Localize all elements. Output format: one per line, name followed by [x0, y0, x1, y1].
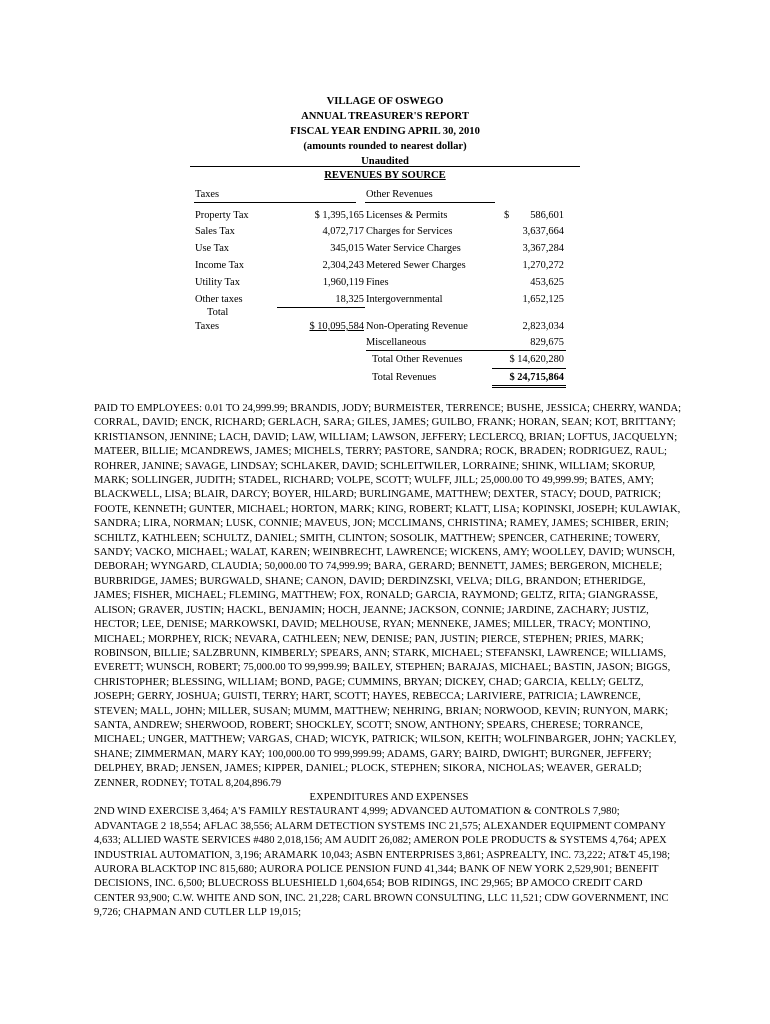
other-revenue-label: Charges for Services [366, 226, 453, 237]
revenues-title: REVENUES BY SOURCE [324, 170, 446, 181]
paid-to-employees: PAID TO EMPLOYEES: 0.01 TO 24,999.99; BRANDIS, JODY; BURMEISTER, TERRENCE; BUSHE, JESSICA; CHERRY, WANDA; CORRAL, DAVID; ENCK, RICHARD; GERLACH, SARA; GILES, JAMES; GUILBO, FRANK; HORAN, SEAN; KOT, BRITTANY; KRISTIANSON, JENNINE; LACH, DAVID; LAW, WILLIAM; LAWSON, JEFFERY; LECLERCQ, BRIAN; LOFTUS, JACQUELYN; MATEER, BILLIE; MCANDREWS, JAMES; MICHELS, TERRY; PASTORE, SANDRA; ROCK, BRADEN; RODRIGUEZ, RAUL; ROHRER, JANINE; SAVAGE, LINDSAY; SCHLAKER, DAVID; SCHLEITWILER, LORRAINE; SHINK, WILLIAM; SKORUP, MARK; SOLLINGER, JUDITH; STADEL, RICHARD; VOLPE, SCOTT; WULFF, JILL; 25,000.00 TO 49,999.99; BATES, AMY; BLACKWELL, LISA; BLAIR, DARCY; BOYER, HILARD; BURLINGAME, MATTHEW; DEXTER, STACY; DOUD, PATRICK; FOOTE, KENNETH; GUNTER, MICHAEL; HORTON, MARK; KING, ROBERT; KLATT, LISA; KOPINSKI, JOSEPH; KULAWIAK, SANDRA; LIRA, NORMAN; LUSK, CONNIE; MAVEUS, JON; MCCLIMANS, CHRISTINA; RAMEY, JAMES; SCHIBER, ERIN; SCHILTZ, KATHLEEN; SCHULTZ, DANIEL; SMITH, CLINTON; SOSOLIK, MATTHEW; SPENCER, CATHERINE; TOWERY, SANDY; VACKO, MICHAEL; WALAT, KAREN; WEINBRECHT, LAWRENCE; WICKENS, AMY; WOOLLEY, DAVID; WUNSCH, DEBORAH; WYNGARD, CLAUDIA; 50,000.00 TO 74,999.99; BARA, GERARD; BENNETT, JAMES; BERGERON, MICHELE; BURBRIDGE, JAMES; BURGWALD, SHANE; CANON, DAVID; DERDINZSKI, VELVA; DILG, BRANDON; ETHERIDGE, JAMES; FISHER, MICHAEL; FLEMING, MATTHEW; FOX, RONALD; GARCIA, RAYMOND; GELTZ, RITA; GIANGRASSE, ALISON; GRAVER, JUSTIN; HACKL, BENJAMIN; HOCH, JEANNE; JACKSON, CONNIE; JARDINE, ZACHARY; JUSTIZ, HECTOR; LEE, DENISE; MARKOWSKI, DAVID; MELHOUSE, RYAN; MENNEKE, JAMES; MILLER, TRACY; MONTINO, MICHAEL; MORPHEY, RICK; NEVARA, CATHLEEN; NEW, DENISE; PAN, JUSTIN; PIERCE, STEPHEN; PRIES, MARK; ROBINSON, BILLIE; SALZBRUNN, KIMBERLY; SPEARS, ANN; STARK, MICHAEL; STEFANSKI, LAWRENCE; WILLIAMS, EVERETT; WUNSCH, ROBERT; 75,000.00 TO 99,999.99; BAILEY, STEPHEN; BARAJAS, MICHAEL; BASTIN, JASON; BIGGS, CHRISTOPHER; BLESSING, WILLIAM; BOND, PAGE; CUMMINS, BRYAN; DICKEY, CHAD; GARCIA, KELLY; GELTZ, JOSEPH; GERRY, JOSHUA; GUISTI, TERRY; HART, SCOTT; HAYES, REBECCA; LARIVIERE, PATRICIA; LAWRENCE, STEVEN; MALL, JOHN; MILLER, SUSAN; MUMM, MATTHEW; NEHRING, BRIAN; NORWOOD, KEVIN; RUNYON, MARK; SANTA, ANDREW; SHERWOOD, ROBERT; SHOCKLEY, SCOTT; SNOW, ANTHONY; SPEARS, CHERESE; TORRANCE, MICHAEL; UNGER, MATTHEW; VARGAS, CHAD; WICYK, PATRICK; WILSON, KEITH; WOLFINBARGER, JOHN; YACKLEY, SHANE; ZIMMERMAN, MARY KAY; 100,000.00 TO 999,999.99; ADAMS, GARY; BAIRD, DWIGHT; BURGNER, JEFFERY; DELPHEY, BRAD; JENSEN, JAMES; KIPPER, DANIEL; PLOCK, STEPHEN; SIKORA, NICHOLAS; WEAVER, GERALD; ZENNER, RODNEY; TOTAL 8,204,896.79 [94, 403, 682, 789]
other-heading-rule [365, 202, 495, 203]
tax-value: 1,960,119 [322, 277, 364, 288]
other-revenue-label: Miscellaneous [366, 337, 427, 348]
other-revenue-value: 453,625 [530, 277, 564, 288]
report-body [94, 402, 684, 921]
other-subtotal-rule [366, 350, 566, 351]
tax-value: $ 1,395,165 [314, 210, 364, 221]
tax-value: 2,304,243 [322, 260, 364, 271]
expenditures-heading: EXPENDITURES AND EXPENSES [309, 791, 469, 803]
total-taxes-label-1: Total [207, 307, 229, 318]
total-other-revenues-label: Total Other Revenues [372, 354, 463, 365]
other-revenue-value: 3,367,284 [522, 243, 564, 254]
tax-value: 18,325 [335, 294, 364, 305]
taxes-subtotal-rule [277, 307, 365, 308]
other-revenue-value: 1,652,125 [522, 294, 564, 305]
taxes-heading: Taxes [195, 189, 220, 200]
tax-label: Utility Tax [195, 277, 240, 288]
other-revenue-value: 2,823,034 [522, 321, 564, 332]
fiscal-year: FISCAL YEAR ENDING APRIL 30, 2010 [290, 126, 480, 137]
tax-value: 4,072,717 [322, 226, 364, 237]
tax-label: Other taxes [195, 294, 243, 305]
other-revenue-label: Licenses & Permits [366, 210, 448, 221]
total-revenues-value: $ 24,715,864 [509, 372, 564, 383]
other-revenue-value: 1,270,272 [522, 260, 564, 271]
other-revenue-value: 829,675 [530, 337, 564, 348]
total-taxes-label-2: Taxes [195, 321, 220, 332]
dollar-sign: $ [504, 210, 510, 221]
tax-label: Use Tax [195, 243, 229, 254]
total-revenues-label: Total Revenues [372, 372, 437, 383]
report-subtitle: ANNUAL TREASURER'S REPORT [301, 111, 469, 122]
tax-label: Property Tax [195, 210, 249, 221]
other-revenues-heading: Other Revenues [366, 189, 433, 200]
taxes-heading-rule [194, 202, 356, 203]
tax-label: Sales Tax [195, 226, 235, 237]
tax-value: 345,015 [330, 243, 364, 254]
other-revenue-value: 3,637,664 [522, 226, 564, 237]
other-revenue-label: Water Service Charges [366, 243, 461, 254]
other-revenue-value: 586,601 [530, 210, 564, 221]
total-other-revenues-value: $ 14,620,280 [509, 354, 564, 365]
expenditures-text: 2ND WIND EXERCISE 3,464; A'S FAMILY RESTAURANT 4,999; ADVANCED AUTOMATION & CONTROLS 7,980; ADVANTAGE 2 18,554; AFLAC 38,556; ALARM DETECTION SYSTEMS INC 21,575; ALEXANDER EQUIPMENT COMPANY 4,633; ALLIED WASTE SERVICES #480 2,018,156; AM AUDIT 26,082; AMERON POLE PRODUCTS & SYSTEMS 4,764; APEX INDUSTRIAL AUTOMATION, 3,196; ARAMARK 10,043; ASBN ENTERPRISES 3,861; ASPREALTY, INC. 73,222; AT&T 45,198; AURORA BLACKTOP INC 815,680; AURORA POLICE PENSION FUND 41,344; BANK OF NEW YORK 2,529,901; BENEFIT DECISIONS, INC. 6,500; BLUECROSS BLUESHIELD 1,604,654; BOB RIDINGS, INC 29,965; BP AMOCO CREDIT CARD CENTER 93,900; C.W. WHITE AND SON, INC. 21,228; CARL BROWN CONSULTING, LLC 11,521; CDW GOVERNMENT, INC 9,726; CHAPMAN AND CUTLER LLP 19,015; [94, 806, 671, 919]
total-taxes-value: $ 10,095,584 [309, 321, 364, 332]
double-rule-top [492, 385, 566, 386]
other-revenue-label: Fines [366, 277, 389, 288]
other-revenue-label: Metered Sewer Charges [366, 260, 466, 271]
audit-status: Unaudited [361, 156, 409, 167]
report-title: VILLAGE OF OSWEGO [326, 96, 444, 107]
total-rule [492, 368, 566, 369]
tax-label: Income Tax [195, 260, 244, 271]
double-rule-bottom [492, 387, 566, 388]
rounding-note: (amounts rounded to nearest dollar) [303, 141, 467, 152]
other-revenue-label: Intergovernmental [366, 294, 443, 305]
other-revenue-label: Non-Operating Revenue [366, 321, 468, 332]
revenues-table [0, 0, 770, 400]
